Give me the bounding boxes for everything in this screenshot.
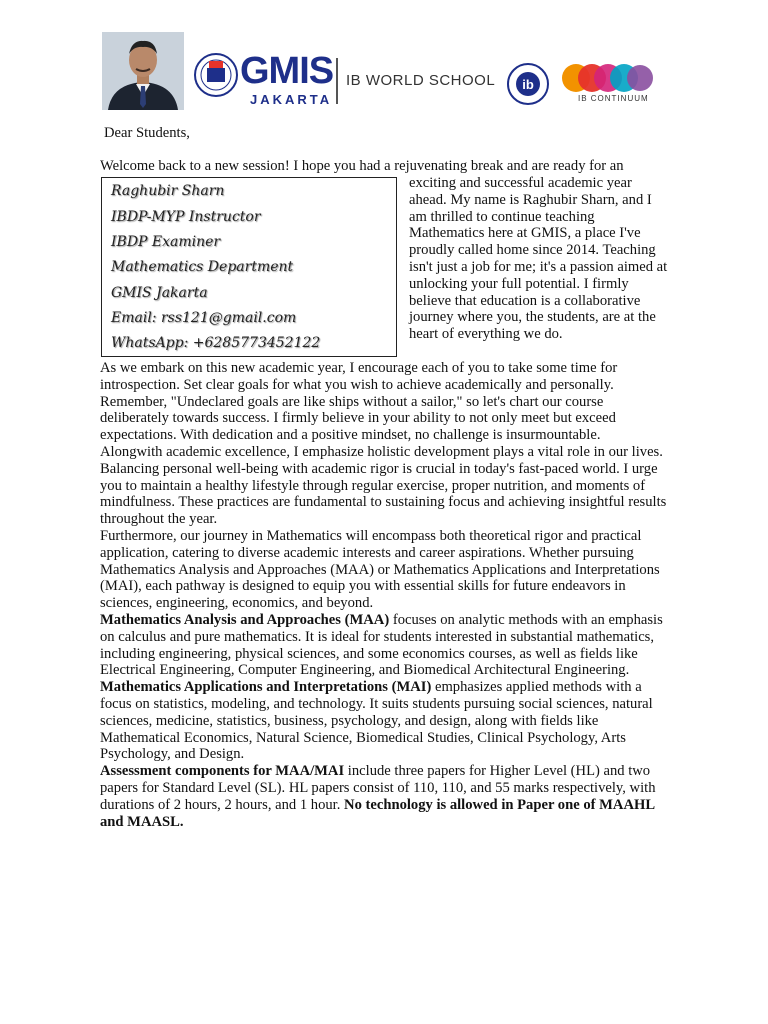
card-role-examiner: IBDP Examiner [111, 234, 221, 250]
svg-text:ib: ib [522, 77, 534, 92]
salutation: Dear Students, [104, 125, 190, 141]
paragraph-assessment [100, 763, 668, 830]
ib-seal-icon [506, 62, 550, 106]
brand-city: JAKARTA [250, 92, 333, 107]
letterhead [100, 30, 660, 110]
mai-heading: Mathematics Applications and Interpretations (MAI) [100, 679, 432, 696]
contact-card [101, 177, 397, 357]
letter-body [100, 360, 668, 830]
paragraph-holistic: Alongwith academic excellence, I emphasize holistic development plays a vital role in our lives. Balancing personal well-being with academic rigor is crucial in today's fast-paced world. I urge you to maintain a healthy lifestyle through regular exercise, proper nutrition, and moments of mindfulness. These practices are fundamental to sustaining focus and achieving insightful results throughout the year. [100, 443, 667, 528]
intro-paragraph: exciting and successful academic year ahead. My name is Raghubir Sharn, and I am thrilled to continue teaching Mathematics here at GMIS, a place I've proudly called home since 2014. Teaching isn't just a job for me; it's a passion aimed at unlocking your full potential. I firmly believe that education is a collaborative journey where you, the students, are at the heart of everything we do. [409, 175, 668, 343]
assessment-description: include three papers for Higher Level (HL) and two papers for Standard Level (SL). HL papers consist of 110, 110, and 55 marks respectively, with durations of 2 hours, 2 hours, and 1 hour. [100, 763, 656, 813]
ib-world-school-label: IB WORLD SCHOOL [346, 72, 496, 89]
author-photo [102, 32, 184, 110]
gmis-crest-icon [193, 52, 239, 104]
ib-continuum-label: IB CONTINUUM [578, 94, 649, 103]
welcome-line: Welcome back to a new session! I hope you had a rejuvenating break and are ready for an [100, 158, 624, 174]
header-divider [336, 58, 338, 104]
paragraph-goals: As we embark on this new academic year, I encourage each of you to take some time for introspection. Set clear goals for what you wish to achieve academically and personally. Remember, "Undeclared goals are like ships without a sailor," so let's chart our course deliberately towards success. I firmly believe in your ability to not only meet but exceed expectations. With dedication and a positive mindset, no challenge is insurmountable. [100, 360, 618, 444]
maa-description: focuses on analytic methods with an emphasis on calculus and pure mathematics. It is ideal for students interested in substantial mathematics, including engineering, physical sciences, and some economics courses, as well as fields like Electrical Engineering, Computer Engineering, and Biomedical Architectural Engineering. [100, 611, 663, 679]
paragraph-pathways: Furthermore, our journey in Mathematics will encompass both theoretical rigor and practical application, catering to diverse academic interests and career aspirations. Whether pursuing Mathematics Analysis and Approaches (MAA) or Mathematics Applications and Interpretations (MAI), each pathway is designed to equip you with essential skills for future endeavors in sciences, engineering, economics, and beyond. [100, 527, 660, 612]
card-email: Email: rss121@gmail.com [111, 310, 297, 326]
mai-description: emphasizes applied methods with a focus on statistics, modeling, and technology. It suits students pursuing social sciences, natural sciences, medicine, statistics, business, psychology, and design, along with fields like Mathematical Economics, Natural Science, Biomedical Studies, Clinical Psychology, Arts Psychology, and Design. [100, 679, 653, 763]
maa-heading: Mathematics Analysis and Approaches (MAA) [100, 611, 390, 628]
paragraph-maa [100, 612, 668, 679]
card-whatsapp: WhatsApp: +6285773452122 [111, 335, 321, 351]
card-department: Mathematics Department [111, 259, 294, 275]
brand-name: GMIS [240, 50, 334, 92]
card-school: GMIS Jakarta [111, 285, 208, 301]
assessment-heading: Assessment components for MAA/MAI [100, 763, 345, 780]
card-name: Raghubir Sharn [111, 183, 225, 199]
paragraph-mai [100, 679, 668, 763]
assessment-note: No technology is allowed in Paper one of MAAHL and MAASL. [100, 796, 655, 830]
card-role-instructor: IBDP-MYP Instructor [111, 209, 261, 225]
